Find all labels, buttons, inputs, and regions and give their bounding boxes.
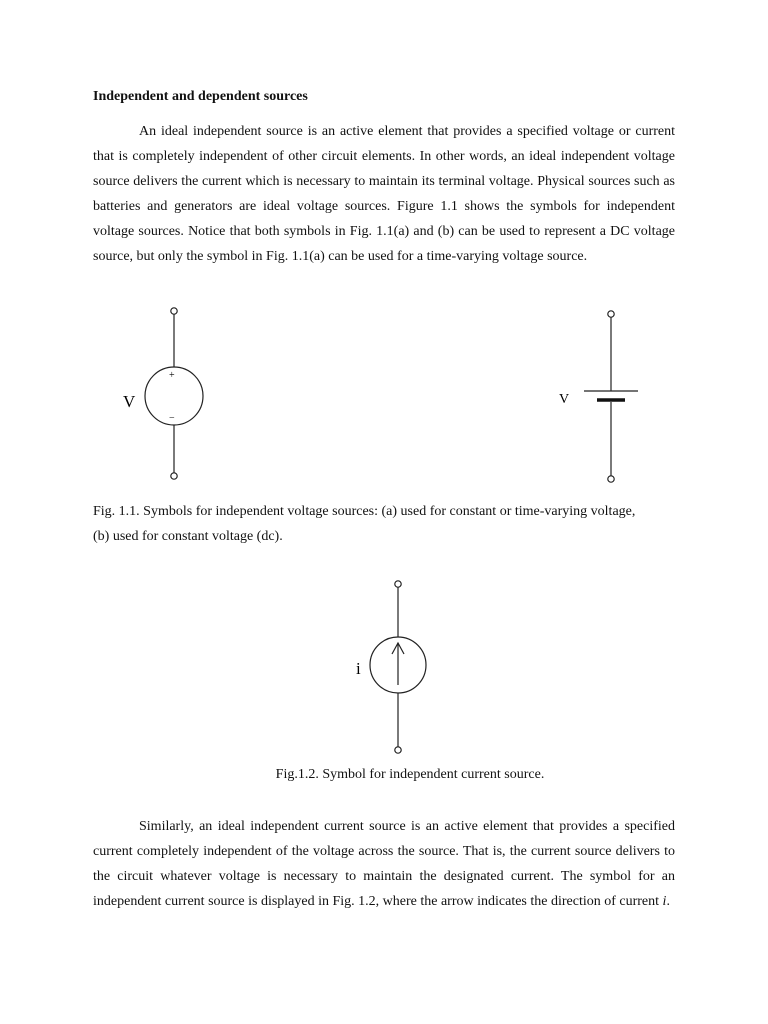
figure-1-1b-battery-symbol	[550, 305, 660, 487]
minus-sign: −	[169, 413, 175, 424]
top-terminal	[608, 311, 614, 317]
bottom-terminal	[171, 473, 177, 479]
top-terminal	[171, 308, 177, 314]
voltage-label-b: V	[559, 392, 570, 407]
bottom-terminal	[395, 747, 401, 753]
plus-sign: +	[169, 370, 175, 381]
paragraph-text: Similarly, an ideal independent current source is an active element that provides a specified current completely independent of the voltage across the source. That is, the current source delivers to the circuit whatever voltage is necessary to maintain the designated current. The symbol for an independent current source is displayed in Fig. 1.2, where the arrow indicates the direction of current	[93, 819, 675, 909]
figure-1-1a-voltage-source-symbol	[100, 305, 240, 487]
figure-1-2-current-source-symbol	[340, 575, 460, 757]
voltage-label-a: V	[123, 392, 136, 411]
top-terminal	[395, 581, 401, 587]
paragraph-current-sources	[93, 814, 675, 914]
bottom-terminal	[608, 476, 614, 482]
figure-1-1-caption: Fig. 1.1. Symbols for independent voltage sources: (a) used for constant or time-varying voltage, (b) used for constant voltage (dc).	[93, 504, 636, 544]
current-label: i	[356, 659, 361, 678]
section-heading: Independent and dependent sources	[93, 89, 308, 104]
paragraph-end: .	[666, 894, 670, 909]
paragraph-voltage-sources: An ideal independent source is an active element that provides a specified voltage or current that is completely independent of other circuit elements. In other words, an ideal independent voltage source delivers the current which is necessary to maintain its terminal voltage. Physical sources such as batteries and generators are ideal voltage sources. Figure 1.1 shows the symbols for independent voltage sources. Notice that both symbols in Fig. 1.1(a) and (b) can be used to represent a DC voltage source, but only the symbol in Fig. 1.1(a) can be used for a time-varying voltage source.	[93, 124, 675, 264]
current-variable: i	[662, 894, 667, 909]
figure-1-2-caption: Fig.1.2. Symbol for independent current source.	[275, 767, 545, 782]
